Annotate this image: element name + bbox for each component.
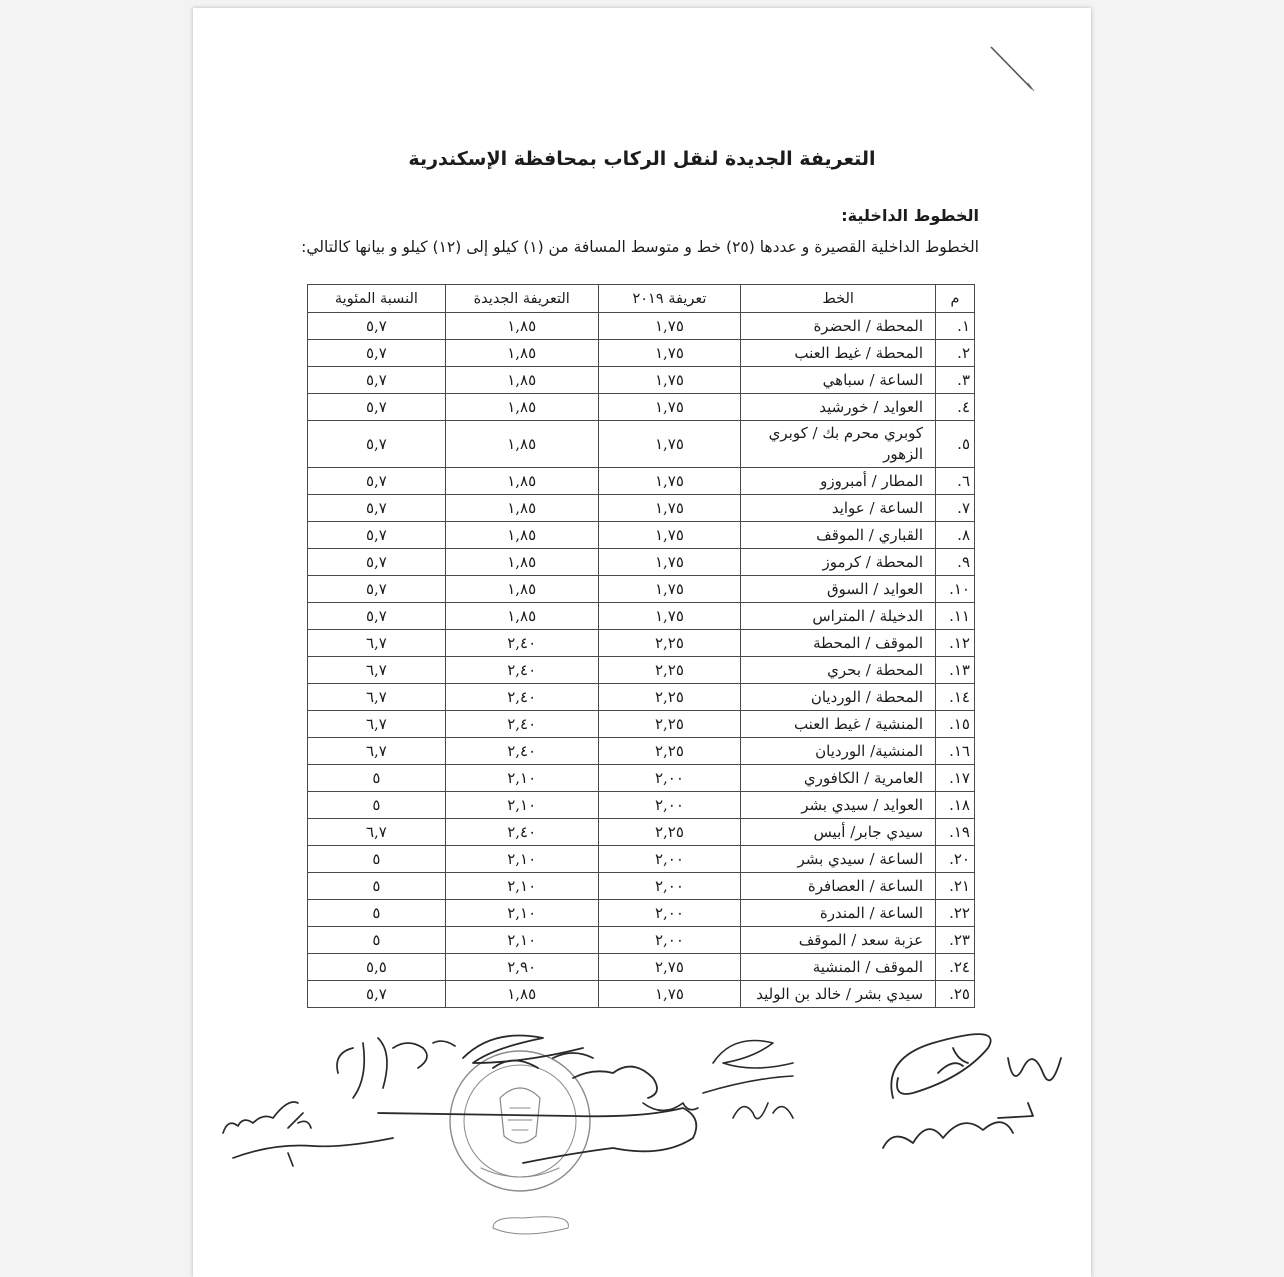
row-no: ١٩. xyxy=(936,819,975,846)
signature-left xyxy=(337,1038,455,1098)
table-row xyxy=(308,603,975,630)
row-line: المطار / أمبروزو xyxy=(741,468,936,495)
row-new-fare: ١,٨٥ xyxy=(445,340,598,367)
row-percent: ٥ xyxy=(308,792,446,819)
row-line: العوايد / سيدي بشر xyxy=(741,792,936,819)
row-no: ٦. xyxy=(936,468,975,495)
row-old-fare: ١,٧٥ xyxy=(598,603,741,630)
row-new-fare: ٢,٤٠ xyxy=(445,684,598,711)
table-row xyxy=(308,765,975,792)
row-old-fare: ١,٧٥ xyxy=(598,522,741,549)
row-old-fare: ٢,٢٥ xyxy=(598,738,741,765)
row-percent: ٥ xyxy=(308,900,446,927)
table-row xyxy=(308,684,975,711)
row-percent: ٥ xyxy=(308,846,446,873)
table-row xyxy=(308,468,975,495)
row-percent: ٥,٧ xyxy=(308,367,446,394)
row-old-fare: ٢,٠٠ xyxy=(598,792,741,819)
row-line: العامرية / الكافوري xyxy=(741,765,936,792)
row-new-fare: ٢,٩٠ xyxy=(445,954,598,981)
row-no: ١٢. xyxy=(936,630,975,657)
document-page xyxy=(193,8,1091,1277)
row-no: ١٦. xyxy=(936,738,975,765)
row-no: ٢. xyxy=(936,340,975,367)
row-new-fare: ١,٨٥ xyxy=(445,603,598,630)
row-percent: ٦,٧ xyxy=(308,738,446,765)
pen-mark xyxy=(988,43,1038,93)
row-old-fare: ١,٧٥ xyxy=(598,421,741,468)
table-row xyxy=(308,576,975,603)
table-row xyxy=(308,954,975,981)
row-percent: ٥,٧ xyxy=(308,468,446,495)
table-row xyxy=(308,657,975,684)
header-line: الخط xyxy=(741,285,936,313)
row-new-fare: ٢,١٠ xyxy=(445,765,598,792)
row-line: المحطة / الورديان xyxy=(741,684,936,711)
row-no: ٤. xyxy=(936,394,975,421)
handwritten-date xyxy=(223,1102,393,1166)
row-line: القباري / الموقف xyxy=(741,522,936,549)
row-percent: ٥,٥ xyxy=(308,954,446,981)
row-percent: ٦,٧ xyxy=(308,630,446,657)
fare-table xyxy=(307,284,975,1008)
row-old-fare: ١,٧٥ xyxy=(598,549,741,576)
row-no: ٣. xyxy=(936,367,975,394)
row-no: ١٤. xyxy=(936,684,975,711)
table-row xyxy=(308,549,975,576)
table-row xyxy=(308,711,975,738)
signature-right xyxy=(883,1034,1061,1148)
row-new-fare: ١,٨٥ xyxy=(445,313,598,340)
row-new-fare: ١,٨٥ xyxy=(445,421,598,468)
row-old-fare: ٢,٠٠ xyxy=(598,927,741,954)
row-line: الساعة / المندرة xyxy=(741,900,936,927)
row-new-fare: ١,٨٥ xyxy=(445,394,598,421)
row-line: المحطة / غيط العنب xyxy=(741,340,936,367)
row-no: ٨. xyxy=(936,522,975,549)
row-no: ١. xyxy=(936,313,975,340)
row-line: العوايد / خورشيد xyxy=(741,394,936,421)
row-old-fare: ٢,٢٥ xyxy=(598,657,741,684)
table-row xyxy=(308,927,975,954)
row-no: ١١. xyxy=(936,603,975,630)
table-row xyxy=(308,981,975,1008)
row-percent: ٥ xyxy=(308,765,446,792)
row-old-fare: ١,٧٥ xyxy=(598,495,741,522)
row-new-fare: ١,٨٥ xyxy=(445,576,598,603)
row-no: ٢٣. xyxy=(936,927,975,954)
row-new-fare: ١,٨٥ xyxy=(445,549,598,576)
table-row xyxy=(308,495,975,522)
row-no: ٢٢. xyxy=(936,900,975,927)
row-line: الدخيلة / المتراس xyxy=(741,603,936,630)
header-no: م xyxy=(936,285,975,313)
row-old-fare: ٢,٠٠ xyxy=(598,900,741,927)
row-new-fare: ٢,٤٠ xyxy=(445,819,598,846)
row-percent: ٥,٧ xyxy=(308,313,446,340)
row-percent: ٥,٧ xyxy=(308,340,446,367)
signature-center-right xyxy=(643,1041,793,1119)
row-line: الموقف / المنشية xyxy=(741,954,936,981)
row-line: المنشية / غيط العنب xyxy=(741,711,936,738)
row-old-fare: ١,٧٥ xyxy=(598,576,741,603)
row-percent: ٥ xyxy=(308,927,446,954)
row-percent: ٥,٧ xyxy=(308,522,446,549)
row-no: ٢٥. xyxy=(936,981,975,1008)
row-old-fare: ٢,٠٠ xyxy=(598,846,741,873)
row-no: ٢٠. xyxy=(936,846,975,873)
row-line: كوبري محرم بك / كوبري الزهور xyxy=(741,421,936,468)
row-no: ٢١. xyxy=(936,873,975,900)
table-row xyxy=(308,340,975,367)
table-row xyxy=(308,367,975,394)
row-percent: ٦,٧ xyxy=(308,711,446,738)
row-line: الساعة / سباهي xyxy=(741,367,936,394)
row-old-fare: ١,٧٥ xyxy=(598,468,741,495)
document-title: التعريفة الجديدة لنقل الركاب بمحافظة الإسكندرية xyxy=(408,148,876,170)
row-no: ٩. xyxy=(936,549,975,576)
row-line: العوايد / السوق xyxy=(741,576,936,603)
row-new-fare: ٢,٤٠ xyxy=(445,711,598,738)
table-row xyxy=(308,900,975,927)
row-old-fare: ١,٧٥ xyxy=(598,981,741,1008)
row-old-fare: ٢,٢٥ xyxy=(598,630,741,657)
row-line: الساعة / العصافرة xyxy=(741,873,936,900)
row-percent: ٦,٧ xyxy=(308,684,446,711)
table-row xyxy=(308,846,975,873)
row-old-fare: ٢,٧٥ xyxy=(598,954,741,981)
table-row xyxy=(308,522,975,549)
row-line: عزبة سعد / الموقف xyxy=(741,927,936,954)
signatures-area xyxy=(193,1018,1091,1277)
row-percent: ٥,٧ xyxy=(308,576,446,603)
row-percent: ٥,٧ xyxy=(308,495,446,522)
row-line: المحطة / بحري xyxy=(741,657,936,684)
row-line: سيدي بشر / خالد بن الوليد xyxy=(741,981,936,1008)
row-no: ٥. xyxy=(936,421,975,468)
row-no: ٢٤. xyxy=(936,954,975,981)
table-row xyxy=(308,819,975,846)
row-line: الساعة / عوايد xyxy=(741,495,936,522)
row-old-fare: ١,٧٥ xyxy=(598,340,741,367)
section-heading: الخطوط الداخلية: xyxy=(841,206,979,225)
table-row xyxy=(308,792,975,819)
row-new-fare: ١,٨٥ xyxy=(445,981,598,1008)
row-new-fare: ٢,١٠ xyxy=(445,792,598,819)
row-percent: ٥,٧ xyxy=(308,981,446,1008)
row-new-fare: ٢,٤٠ xyxy=(445,630,598,657)
row-new-fare: ٢,١٠ xyxy=(445,873,598,900)
row-old-fare: ١,٧٥ xyxy=(598,394,741,421)
row-no: ١٣. xyxy=(936,657,975,684)
table-row xyxy=(308,313,975,340)
row-old-fare: ١,٧٥ xyxy=(598,313,741,340)
table-row xyxy=(308,738,975,765)
row-no: ١٥. xyxy=(936,711,975,738)
row-no: ١٠. xyxy=(936,576,975,603)
intro-paragraph: الخطوط الداخلية القصيرة و عددها (٢٥) خط و متوسط المسافة من (١) كيلو إلى (١٢) كيلو و بيانها كالتالي: xyxy=(301,238,979,256)
row-old-fare: ٢,٢٥ xyxy=(598,711,741,738)
row-new-fare: ٢,٤٠ xyxy=(445,738,598,765)
row-percent: ٦,٧ xyxy=(308,657,446,684)
row-percent: ٥,٧ xyxy=(308,394,446,421)
header-new-fare: التعريفة الجديدة xyxy=(445,285,598,313)
table-row xyxy=(308,394,975,421)
row-new-fare: ٢,١٠ xyxy=(445,900,598,927)
official-seal xyxy=(450,1051,590,1234)
row-percent: ٦,٧ xyxy=(308,819,446,846)
row-old-fare: ٢,٠٠ xyxy=(598,873,741,900)
row-line: المنشية/ الورديان xyxy=(741,738,936,765)
header-old-fare: تعريفة ٢٠١٩ xyxy=(598,285,741,313)
row-line: الموقف / المحطة xyxy=(741,630,936,657)
row-new-fare: ١,٨٥ xyxy=(445,367,598,394)
row-line: المحطة / الحضرة xyxy=(741,313,936,340)
header-percent: النسبة المئوية xyxy=(308,285,446,313)
row-new-fare: ٢,١٠ xyxy=(445,846,598,873)
row-new-fare: ١,٨٥ xyxy=(445,495,598,522)
table-row xyxy=(308,873,975,900)
row-new-fare: ١,٨٥ xyxy=(445,468,598,495)
row-percent: ٥,٧ xyxy=(308,421,446,468)
row-percent: ٥,٧ xyxy=(308,549,446,576)
row-old-fare: ٢,٠٠ xyxy=(598,765,741,792)
row-old-fare: ١,٧٥ xyxy=(598,367,741,394)
row-new-fare: ٢,١٠ xyxy=(445,927,598,954)
row-new-fare: ١,٨٥ xyxy=(445,522,598,549)
row-no: ١٨. xyxy=(936,792,975,819)
row-old-fare: ٢,٢٥ xyxy=(598,684,741,711)
table-header-row xyxy=(308,285,975,313)
signature-center xyxy=(378,1036,696,1164)
row-line: سيدي جابر/ أبيس xyxy=(741,819,936,846)
row-no: ٧. xyxy=(936,495,975,522)
row-old-fare: ٢,٢٥ xyxy=(598,819,741,846)
row-percent: ٥,٧ xyxy=(308,603,446,630)
row-percent: ٥ xyxy=(308,873,446,900)
row-new-fare: ٢,٤٠ xyxy=(445,657,598,684)
row-no: ١٧. xyxy=(936,765,975,792)
row-line: الساعة / سيدي بشر xyxy=(741,846,936,873)
row-line: المحطة / كرموز xyxy=(741,549,936,576)
table-row xyxy=(308,421,975,468)
table-row xyxy=(308,630,975,657)
